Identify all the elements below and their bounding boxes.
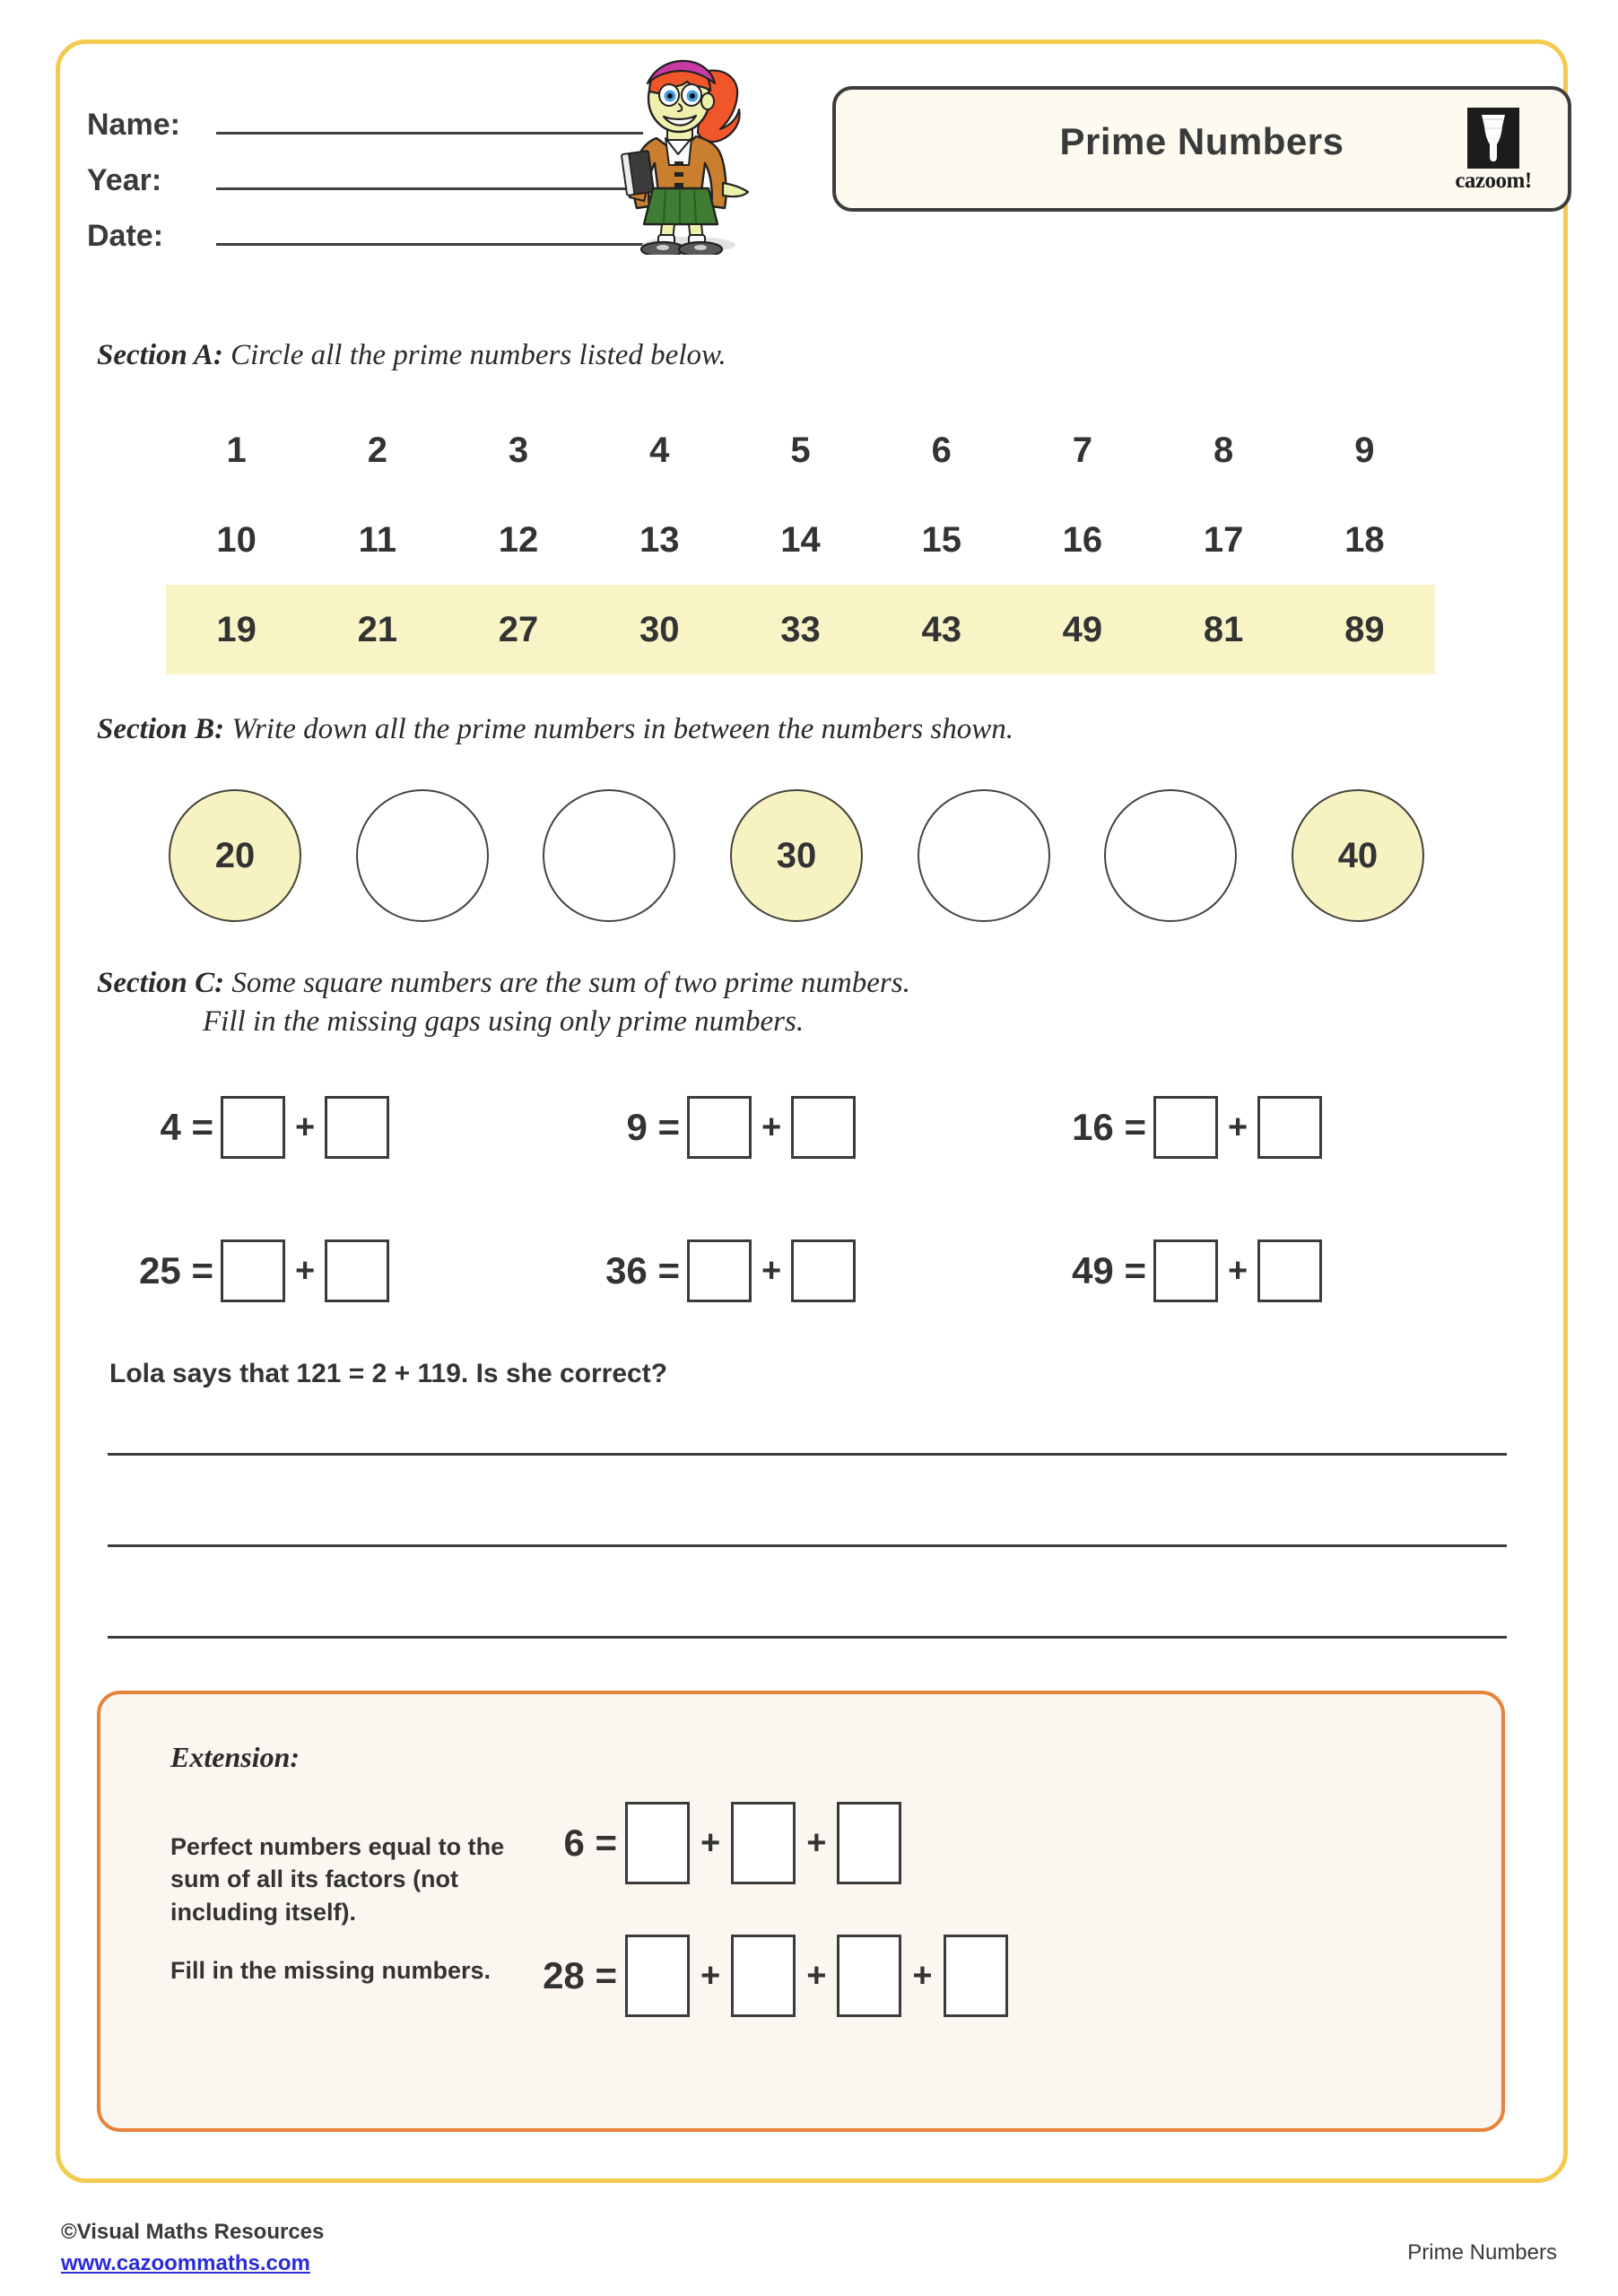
- plus-sign: +: [1228, 1108, 1248, 1146]
- equation-9: [574, 1096, 1040, 1159]
- answer-box[interactable]: [791, 1096, 856, 1159]
- answer-box[interactable]: [837, 1802, 901, 1884]
- footer-left: [61, 2217, 324, 2280]
- number-cell[interactable]: 19: [216, 609, 257, 649]
- plus-sign: +: [700, 1823, 721, 1862]
- section-c-equation-row-2: [108, 1239, 1507, 1302]
- cazoom-drum-logo-icon: [1467, 108, 1519, 169]
- number-cell[interactable]: 89: [1344, 609, 1385, 649]
- number-cell[interactable]: 8: [1214, 430, 1234, 470]
- answer-line[interactable]: [108, 1453, 1507, 1456]
- plus-sign: +: [700, 1956, 721, 1995]
- number-cell[interactable]: 16: [1062, 519, 1103, 560]
- answer-box[interactable]: [791, 1239, 856, 1302]
- number-cell[interactable]: 43: [921, 609, 961, 649]
- name-field-row[interactable]: [87, 84, 643, 140]
- prime-circle-empty[interactable]: [918, 789, 1050, 922]
- prime-circle-filled[interactable]: 40: [1292, 789, 1424, 922]
- number-cell[interactable]: 11: [358, 519, 396, 560]
- plus-sign: +: [761, 1251, 782, 1290]
- section-b-circle-row: [169, 789, 1424, 922]
- section-c-instruction-line2: Fill in the missing gaps using only prime numbers.: [203, 1005, 805, 1038]
- plus-sign: +: [295, 1251, 316, 1290]
- number-cell[interactable]: 30: [639, 609, 680, 649]
- answer-box[interactable]: [325, 1239, 389, 1302]
- number-cell[interactable]: 21: [357, 609, 398, 649]
- equation-left-side: 16 =: [1072, 1106, 1146, 1148]
- equation-4: [108, 1096, 574, 1159]
- number-cell[interactable]: 4: [649, 430, 670, 470]
- name-field-line[interactable]: [216, 131, 643, 135]
- section-b-instruction: Write down all the prime numbers in between the numbers shown.: [231, 713, 1014, 745]
- plus-sign: +: [1228, 1251, 1248, 1290]
- equation-49: [1040, 1239, 1507, 1302]
- number-cell[interactable]: 7: [1072, 430, 1093, 470]
- date-field-label: Date:: [87, 219, 164, 253]
- number-cell[interactable]: 6: [931, 430, 952, 470]
- number-cell[interactable]: 15: [921, 519, 961, 560]
- page-title: Prime Numbers: [1059, 120, 1344, 162]
- schoolgirl-illustration-icon: [603, 39, 764, 255]
- equation-left-side: 28 =: [543, 1954, 617, 1996]
- answer-box[interactable]: [1257, 1239, 1322, 1302]
- equation-36: [574, 1239, 1040, 1302]
- answer-box[interactable]: [731, 1935, 796, 2017]
- answer-line[interactable]: [108, 1636, 1507, 1639]
- equation-left-side: 6 =: [563, 1822, 617, 1864]
- copyright-text: ©Visual Maths Resources: [61, 2220, 325, 2244]
- extension-paragraph-1: Perfect numbers equal to the sum of all its factors (not including itself).: [170, 1833, 505, 1926]
- number-cell[interactable]: 18: [1344, 519, 1385, 560]
- answer-box[interactable]: [1153, 1096, 1218, 1159]
- equation-left-side: 9 =: [626, 1106, 680, 1148]
- answer-box[interactable]: [325, 1096, 389, 1159]
- plus-sign: +: [806, 1823, 827, 1862]
- section-b-heading: [97, 713, 1013, 746]
- prime-circle-empty[interactable]: [356, 789, 489, 922]
- section-a-instruction: Circle all the prime numbers listed below.: [231, 339, 726, 371]
- answer-box[interactable]: [731, 1802, 796, 1884]
- student-info-block: [87, 84, 643, 251]
- number-row-1: [166, 405, 1435, 495]
- number-cell[interactable]: 9: [1354, 430, 1375, 470]
- worksheet-title-box: [832, 86, 1571, 212]
- extension-title: Extension:: [170, 1741, 300, 1773]
- year-field-label: Year:: [87, 163, 162, 197]
- equation-left-side: 49 =: [1072, 1249, 1146, 1292]
- answer-box[interactable]: [221, 1239, 285, 1302]
- section-b-label: Section B:: [97, 713, 225, 745]
- section-c-heading: [97, 967, 910, 1039]
- number-cell[interactable]: 1: [226, 430, 247, 470]
- section-c-label: Section C:: [97, 967, 225, 999]
- prime-circle-empty[interactable]: [1104, 789, 1237, 922]
- number-row-3-highlighted: [166, 585, 1435, 674]
- prime-circle-empty[interactable]: [543, 789, 675, 922]
- date-field-row[interactable]: [87, 196, 643, 251]
- number-cell[interactable]: 14: [780, 519, 821, 560]
- website-link[interactable]: www.cazoommaths.com: [61, 2250, 310, 2275]
- answer-box[interactable]: [625, 1935, 690, 2017]
- equation-25: [108, 1239, 574, 1302]
- worksheet-header: [56, 39, 1568, 291]
- number-cell[interactable]: 3: [508, 430, 529, 470]
- extension-box: [97, 1691, 1505, 2132]
- plus-sign: +: [912, 1956, 933, 1995]
- footer-page-label: Prime Numbers: [1407, 2240, 1557, 2265]
- cazoom-logo: [1449, 108, 1537, 202]
- answer-box[interactable]: [687, 1239, 752, 1302]
- prime-circle-filled[interactable]: 20: [169, 789, 301, 922]
- cazoom-logo-word: cazoom!: [1455, 169, 1532, 193]
- equation-left-side: 4 =: [160, 1106, 213, 1148]
- prime-circle-filled[interactable]: 30: [730, 789, 863, 922]
- lola-question: Lola says that 121 = 2 + 119. Is she correct?: [109, 1359, 668, 1388]
- plus-sign: +: [761, 1108, 782, 1146]
- answer-box[interactable]: [625, 1802, 690, 1884]
- plus-sign: +: [295, 1108, 316, 1146]
- number-cell[interactable]: 10: [216, 519, 257, 560]
- answer-line[interactable]: [108, 1544, 1507, 1547]
- name-field-label: Name:: [87, 108, 180, 142]
- answer-box[interactable]: [1153, 1239, 1218, 1302]
- number-cell[interactable]: 81: [1203, 609, 1244, 649]
- equation-left-side: 36 =: [605, 1249, 680, 1292]
- answer-box[interactable]: [944, 1935, 1008, 2017]
- section-a-label: Section A:: [97, 339, 223, 371]
- year-field-line[interactable]: [216, 187, 643, 190]
- extension-paragraph-2: Fill in the missing numbers.: [170, 1957, 491, 1984]
- number-cell[interactable]: 5: [790, 430, 811, 470]
- section-c-equation-row-1: [108, 1096, 1507, 1159]
- number-cell[interactable]: 17: [1203, 519, 1244, 560]
- answer-box[interactable]: [221, 1096, 285, 1159]
- number-cell[interactable]: 27: [498, 609, 539, 649]
- number-row-2: [166, 495, 1435, 585]
- answer-box[interactable]: [1257, 1096, 1322, 1159]
- number-cell[interactable]: 13: [639, 519, 680, 560]
- section-a-number-grid: [166, 405, 1435, 674]
- answer-box[interactable]: [687, 1096, 752, 1159]
- extension-equation-28: [531, 1935, 1013, 2017]
- date-field-line[interactable]: [216, 242, 643, 246]
- year-field-row[interactable]: [87, 140, 643, 196]
- number-cell[interactable]: 33: [780, 609, 821, 649]
- number-cell[interactable]: 12: [498, 519, 539, 560]
- plus-sign: +: [806, 1956, 827, 1995]
- section-a-heading: [97, 339, 726, 372]
- equation-16: [1040, 1096, 1507, 1159]
- number-cell[interactable]: 2: [367, 430, 387, 470]
- equation-left-side: 25 =: [139, 1249, 213, 1292]
- section-c-instruction-line1: Some square numbers are the sum of two prime numbers.: [231, 967, 910, 999]
- number-cell[interactable]: 49: [1062, 609, 1103, 649]
- answer-box[interactable]: [837, 1935, 901, 2017]
- extension-equation-6: [531, 1802, 906, 1884]
